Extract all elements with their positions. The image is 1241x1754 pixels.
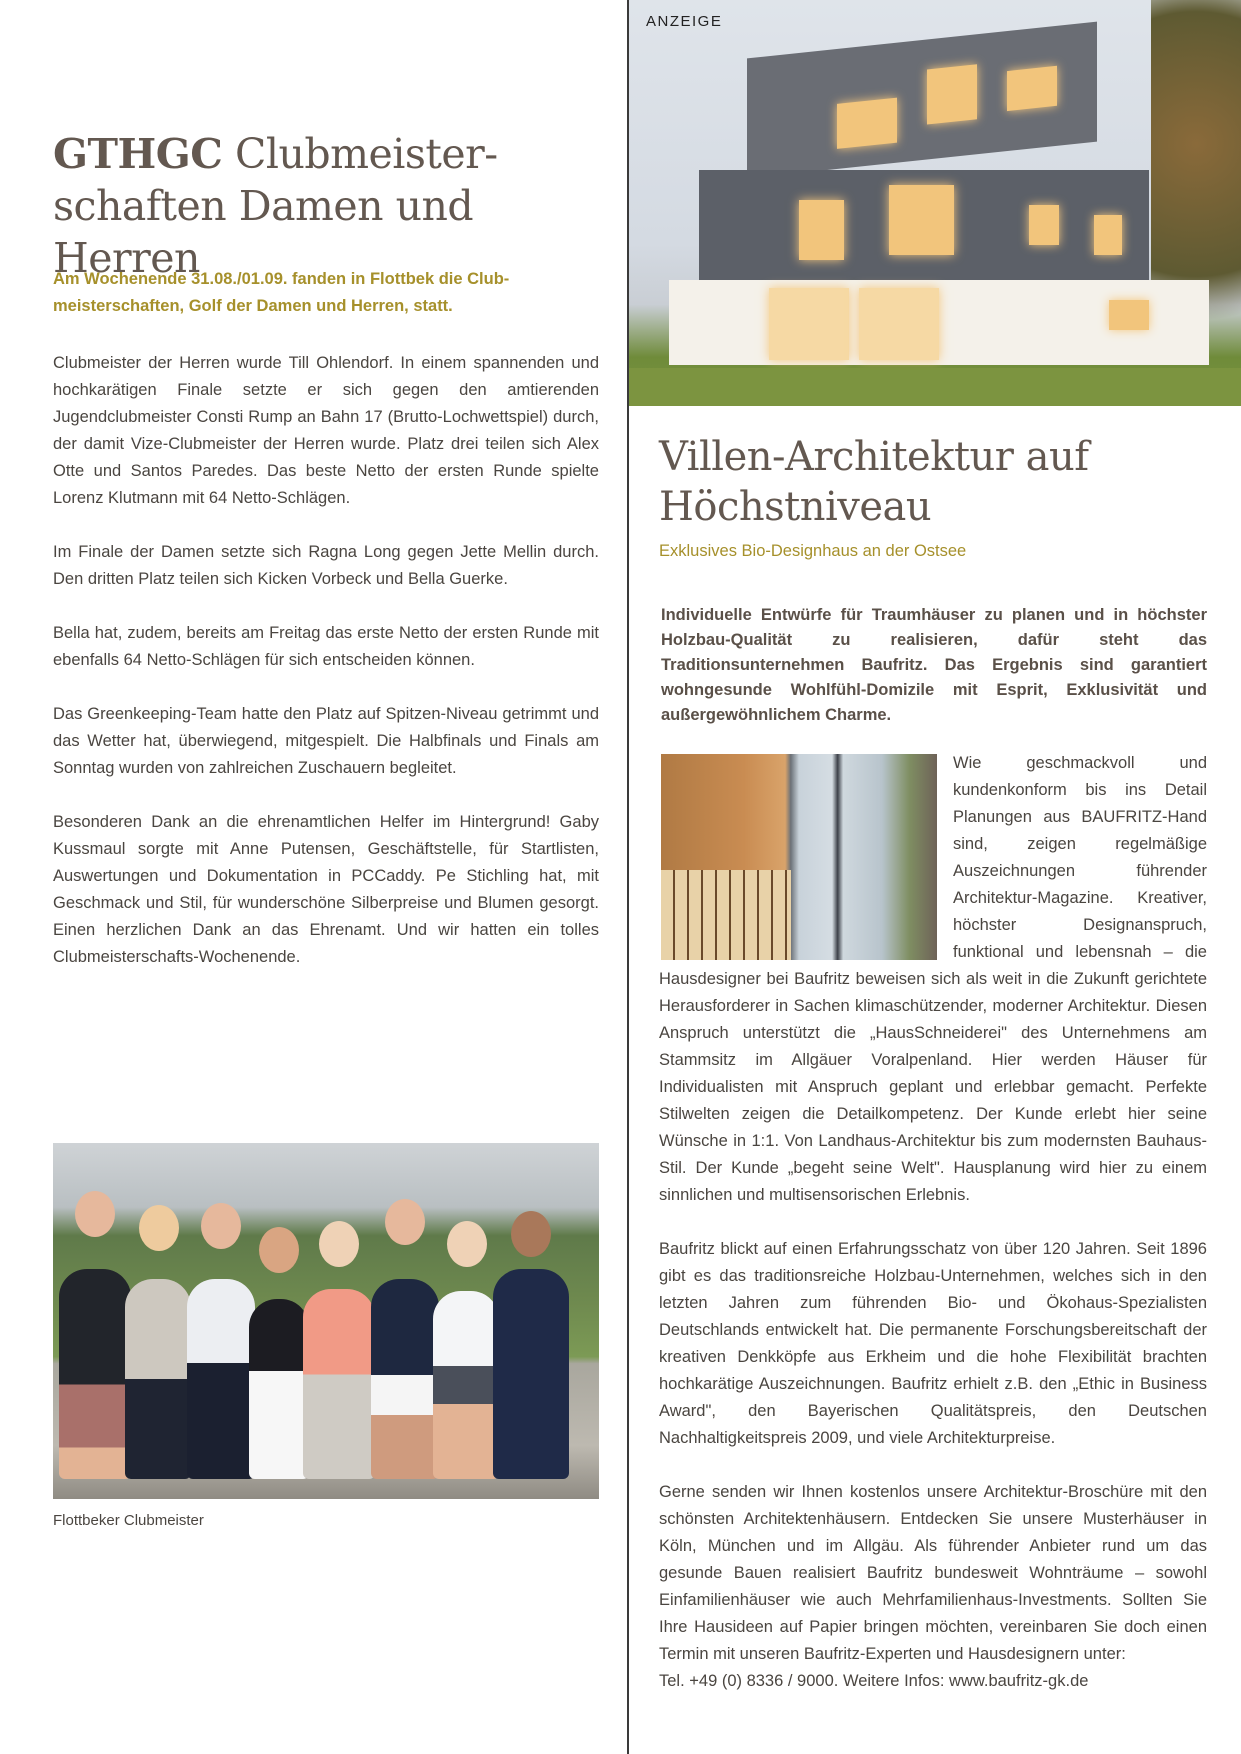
person-figure [249,1299,309,1479]
window [799,200,844,260]
paragraph: Im Finale der Damen setzte sich Ragna Long gegen Jette Mellin durch. Den dritten Platz teilen sich Kicken Vorbeck und Bella Guerke. [53,543,599,588]
title-bold: GTHGC [53,130,223,178]
person-head [201,1203,241,1249]
person-figure [303,1289,375,1479]
house-middle-floor [699,170,1149,280]
window [769,288,849,360]
window [1029,205,1059,245]
sauna-photo [661,754,937,960]
ad-subtitle: Exklusives Bio-Designhaus an der Ostsee [659,542,967,560]
person-head [447,1221,487,1267]
person-figure [125,1279,191,1479]
article-title [53,128,613,284]
house-photo [629,0,1241,406]
sauna-bench [661,870,791,960]
person-head [511,1211,551,1257]
lawn [629,368,1241,406]
photo-caption: Flottbeker Clubmeister [53,1512,204,1529]
person-head [259,1227,299,1273]
contact-line [659,1668,1207,1695]
person-head [385,1199,425,1245]
ad-title: Villen-Architektur auf Höchstniveau [659,434,1089,530]
ad-label: ANZEIGE [646,13,723,30]
paragraph: Das Greenkeeping-Team hatte den Platz auf Spitzen-Niveau getrimmt und das Wetter hat, überwiegend, mitgespielt. Die Halbfinals und Finals am Sonntag wurden von zahlreichen Zuschauern begleitet. [53,705,599,777]
paragraph: Bella hat, zudem, bereits am Freitag das erste Netto der ersten Runde mit ebenfalls 64 Netto-Schlägen für sich entscheiden können. [53,624,599,669]
paragraph: Gerne senden wir Ihnen kostenlos unsere Architektur-Broschüre mit den schönsten Architektenhäusern. Entdecken Sie unsere Musterhäuser in Köln, München und im Allgäu. Als führender Anbieter rund um das gesunde Bauen realisiert Baufritz bundesweit Wohnträume – sowohl Einfamilienhäuser wie auch Mehrfamilienhaus-Investments. Sollten Sie Ihre Hausideen auf Papier bringen möchten, vereinbaren Sie doch einen Termin mit unseren Baufritz-Experten und Hausdesignern unter: [659,1483,1207,1663]
window [1007,66,1057,111]
paragraph: Clubmeister der Herren wurde Till Ohlendorf. In einem spannenden und hochkarätigen Finale setzte er sich gegen den amtierenden Jugendclubmeister Consti Rump an Bahn 17 (Brutto-Lochwettspiel) durch, der damit Vize-Clubmeister der Herren wurde. Platz drei teilen sich Alex Otte und Santos Paredes. Das beste Netto der ersten Runde spielte Lorenz Klutmann mit 64 Netto-Schlägen. [53,354,599,507]
person-figure [187,1279,255,1479]
window [889,185,954,255]
contact-phone[interactable]: Tel. +49 (0) 8336 / 9000. [659,1672,839,1690]
ad-lead: Individuelle Entwürfe für Traumhäuser zu planen und in höchster Holzbau-Qualität zu realisieren, dafür steht das Traditionsunternehmen Baufritz. Das Ergebnis sind garantiert wohngesunde Wohlfühl-Domizile mit Esprit, Exklusivität und außergewöhnlichem Charme. [661,606,1207,724]
person-figure [493,1269,569,1479]
person-head [75,1191,115,1237]
window [1109,300,1149,330]
window [837,98,897,149]
window [859,288,939,360]
paragraph: Baufritz blickt auf einen Erfahrungsschatz von über 120 Jahren. Seit 1896 gibt es das traditionsreiche Holzbau-Unternehmen, welches sich in den letzten Jahren zum führenden Bio- und Ökohaus-Spezialisten Deutschlands entwickelt hat. Die permanente Forschungsbereitschaft der kreativen Denkköpfe aus Erkheim und die hohe Flexibilität brachten hochkarätige Auszeichnungen. Baufritz erhielt z.B. den „Ethic in Business Award", den Bayerischen Qualitätspreis, den Deutschen Nachhaltigkeitspreis 2009, und viele Architekturpreise. [659,1240,1207,1447]
person-figure [59,1269,131,1479]
window [1094,215,1122,255]
contact-web-label: Weitere Infos: [842,1672,945,1690]
person-figure [371,1279,439,1479]
window [927,64,977,124]
team-photo [53,1143,599,1499]
paragraph: Besonderen Dank an die ehrenamtlichen Helfer im Hintergrund! Gaby Kussmaul sorgte mit Anne Putensen, Geschäftstelle, für Startlisten, Auswertungen und Dokumentation in PCCaddy. Pe Stichling hat, mit Geschmack und Stil, für wunderschöne Silberpreise und Blumen gesorgt. Einen herzlichen Dank an das Ehrenamt. Und wir hatten ein tolles Clubmeisterschafts-Wochenende. [53,813,599,966]
house-top-floor [747,22,1097,179]
article-lead: Am Wochenende 31.08./01.09. fanden in Flottbek die Club-meisterschaften, Golf der Damen und Herren, statt. [53,270,510,315]
contact-website-link[interactable]: www.baufritz-gk.de [949,1672,1089,1690]
ad-body [659,750,1207,1695]
paragraph: Wie geschmackvoll und kundenkonform bis ins Detail Planungen aus BAUFRITZ-Hand sind, zeigen regelmäßige Auszeichnungen führender Architektur-Magazine. Kreativer, höchster Designanspruch, funktional und lebensnah – die Hausdesigner bei Baufritz beweisen sich als weit in die Zukunft gerichtete Herausforderer in Sachen klimaschützender, moderner Architektur. Diesen Anspruch unterstützt die „HausSchneiderei" des Unternehmens am Stammsitz im Allgäuer Voralpenland. Hier werden Häuser für Individualisten mit Anspruch geplant und erlebbar gemacht. Perfekte Stilwelten zeigen die Detailkompetenz. Der Kunde erlebt hier seine Wünsche in 1:1. Von Landhaus-Architektur bis zum modernsten Bauhaus-Stil. Der Kunde „begeht seine Welt". Hausplanung wird hier zu einem sinnlichen und multisensorischen Erlebnis. [659,754,1207,1204]
article-body [53,350,599,998]
person-figure [433,1291,499,1479]
person-head [319,1221,359,1267]
house-ground-floor [669,280,1209,365]
person-head [139,1205,179,1251]
title-rest: Clubmeister-schaften Damen und Herren [53,130,498,282]
